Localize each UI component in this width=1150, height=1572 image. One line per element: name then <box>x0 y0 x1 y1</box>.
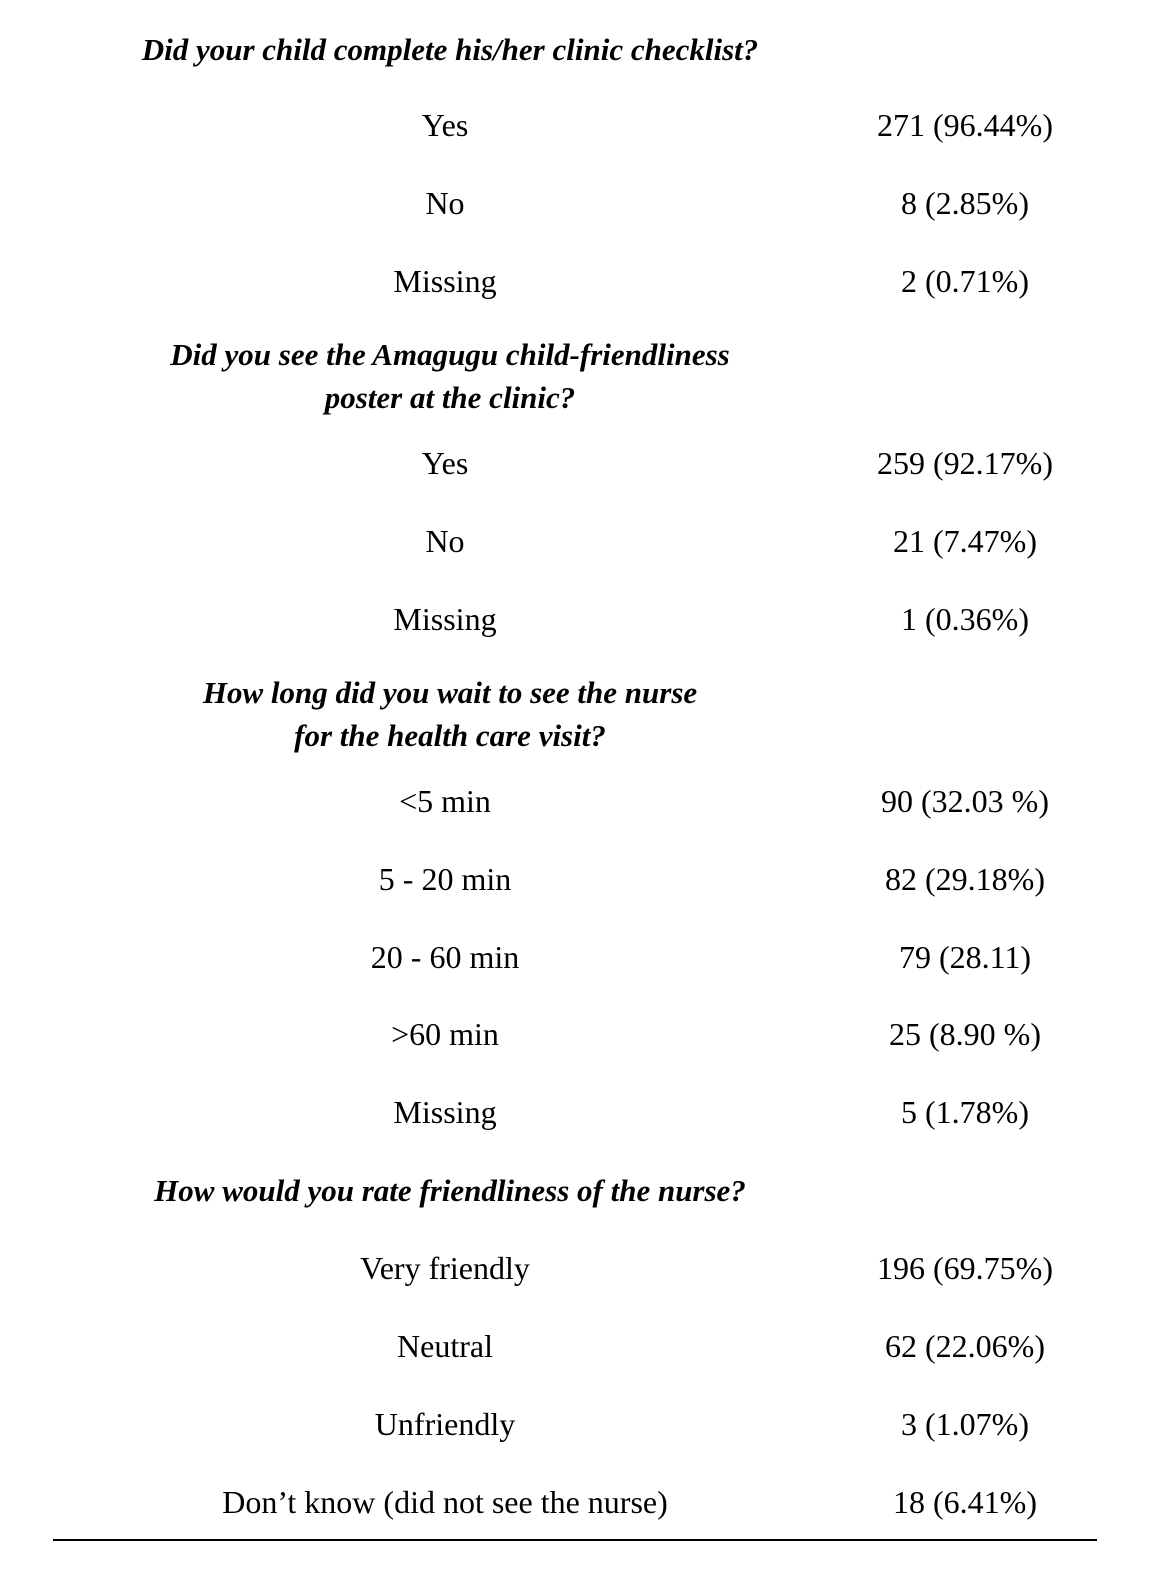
row-value: 5 (1.78%) <box>901 1094 1029 1130</box>
row-label: Yes <box>421 107 469 143</box>
table-row <box>0 781 1150 821</box>
row-value: 1 (0.36%) <box>901 601 1029 637</box>
row-label: 20 - 60 min <box>370 939 520 975</box>
table-row <box>0 1014 1150 1054</box>
table-row <box>0 1326 1150 1366</box>
question-wait-line-1: How long did you wait to see the nurse <box>202 675 698 710</box>
row-value: 62 (22.06%) <box>885 1328 1045 1364</box>
table-row <box>0 261 1150 301</box>
row-value: 79 (28.11) <box>898 939 1032 975</box>
table-row <box>0 183 1150 223</box>
question-checklist: Did your child complete his/her clinic checklist? <box>141 32 759 67</box>
table-row <box>0 105 1150 145</box>
row-label: Don’t know (did not see the nurse) <box>222 1484 668 1520</box>
row-value: 271 (96.44%) <box>877 107 1053 143</box>
row-label: Neutral <box>397 1328 493 1364</box>
row-label: Unfriendly <box>374 1406 516 1442</box>
row-value: 3 (1.07%) <box>901 1406 1029 1442</box>
row-label: 5 - 20 min <box>378 861 512 897</box>
row-value: 259 (92.17%) <box>877 445 1053 481</box>
row-label: No <box>425 185 465 221</box>
table-row <box>0 1092 1150 1132</box>
row-value: 2 (0.71%) <box>901 263 1029 299</box>
table-row <box>0 937 1150 977</box>
question-poster-line-2: poster at the clinic? <box>324 380 576 415</box>
row-label: Very friendly <box>360 1250 530 1286</box>
table-row <box>0 443 1150 483</box>
row-label: Missing <box>393 1094 497 1130</box>
row-value: 196 (69.75%) <box>877 1250 1053 1286</box>
row-value: 90 (32.03 %) <box>881 783 1049 819</box>
row-label: >60 min <box>391 1016 499 1052</box>
table-row <box>0 1248 1150 1288</box>
question-poster-line-1: Did you see the Amagugu child-friendliness <box>170 337 730 372</box>
row-label: Yes <box>421 445 469 481</box>
table-row <box>0 1404 1150 1444</box>
row-label: <5 min <box>399 783 491 819</box>
question-wait-line-2: for the health care visit? <box>294 718 606 753</box>
table-row <box>0 599 1150 639</box>
row-value: 82 (29.18%) <box>885 861 1045 897</box>
table-bottom-rule <box>53 1539 1097 1541</box>
row-label: Missing <box>393 263 497 299</box>
table-row <box>0 521 1150 561</box>
row-value: 18 (6.41%) <box>893 1484 1037 1520</box>
row-value: 25 (8.90 %) <box>889 1016 1041 1052</box>
row-value: 21 (7.47%) <box>893 523 1037 559</box>
row-label: Missing <box>393 601 497 637</box>
row-value: 8 (2.85%) <box>901 185 1029 221</box>
row-label: No <box>425 523 465 559</box>
table-row <box>0 1482 1150 1522</box>
table-row <box>0 859 1150 899</box>
question-nurse-friendliness: How would you rate friendliness of the nurse? <box>154 1173 746 1208</box>
